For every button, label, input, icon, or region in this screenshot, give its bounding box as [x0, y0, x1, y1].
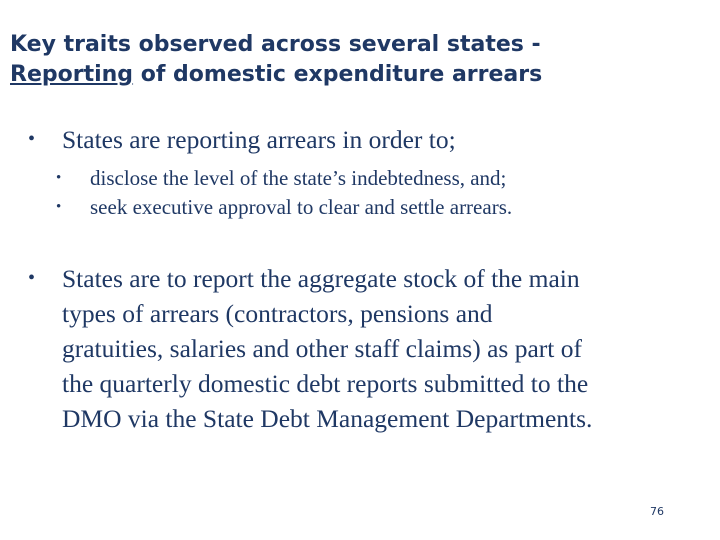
- slide-title: [10, 30, 710, 90]
- bullet-2-line-4: the quarterly domestic debt reports submitted to the: [62, 369, 589, 398]
- bullet-1-text: States are reporting arrears in order to;: [62, 125, 456, 154]
- bullet-2-line-5: DMO via the State Debt Management Departments.: [62, 404, 593, 433]
- bullet-2-line-2: types of arrears (contractors, pensions and: [62, 299, 493, 328]
- title-line-2-rest: of domestic expenditure arrears: [133, 62, 543, 87]
- sub-bullet-1-marker: •: [56, 170, 62, 186]
- bullet-2-line-1: States are to report the aggregate stock of the main: [62, 264, 580, 293]
- title-line-2: [10, 60, 710, 90]
- page-number: 76: [650, 505, 664, 518]
- title-line-1: Key traits observed across several states -: [10, 32, 541, 57]
- sub-bullet-1-text: disclose the level of the state’s indebtedness, and;: [90, 166, 507, 190]
- title-underlined-word: Reporting: [10, 62, 134, 87]
- sub-bullet-2-marker: •: [56, 199, 62, 215]
- bullet-2-text: [62, 261, 702, 436]
- sub-bullet-2-text: seek executive approval to clear and settle arrears.: [90, 195, 513, 219]
- bullet-2-marker: •: [28, 267, 36, 289]
- bullet-1-marker: •: [28, 128, 36, 150]
- bullet-2-line-3: gratuities, salaries and other staff claims) as part of: [62, 334, 582, 363]
